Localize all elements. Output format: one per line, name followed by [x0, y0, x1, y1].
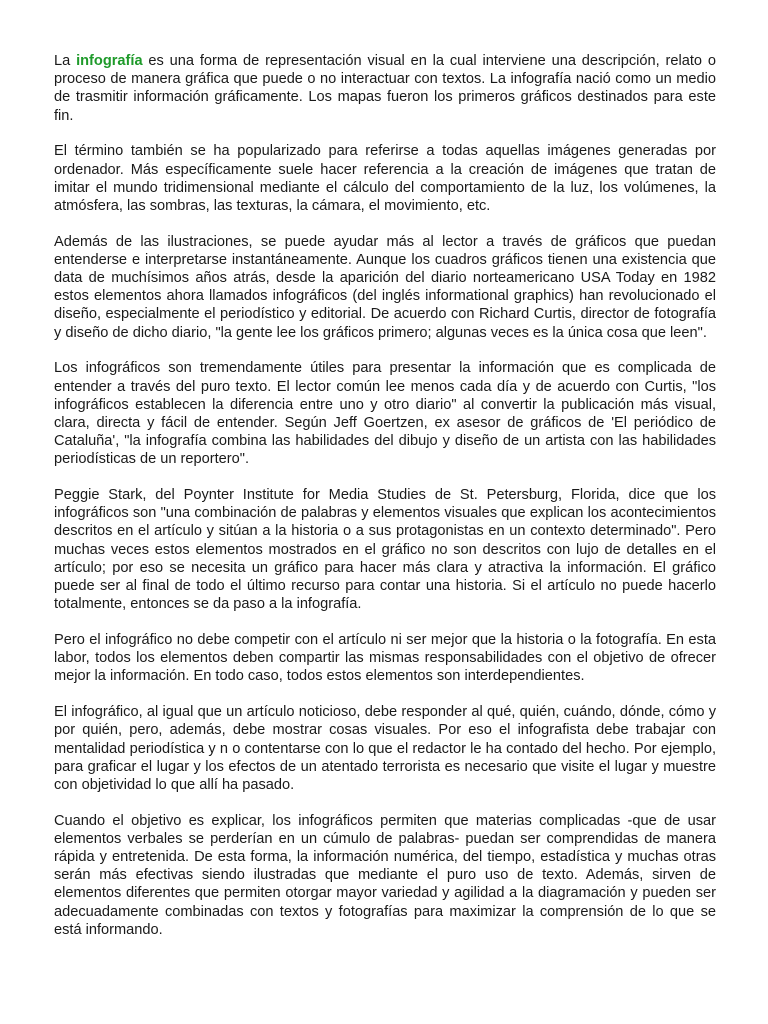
paragraph: Cuando el objetivo es explicar, los infográficos permiten que materias complicadas -que de usar elementos verbales se perderían en un cúmulo de palabras- puedan ser comprendidas de manera rápida y entretenida. De esta forma, la información numérica, del tiempo, estadística y muchas otras serán más efectivas siendo ilustradas que mediante el puro uso de texto. Además, sirven de elementos diferentes que permiten otorgar mayor variedad y agilidad a la diagramación y pueden ser adecuadamente combinadas con textos y fotografías para maximizar la comprensión de lo que se está informando. [54, 812, 716, 938]
paragraph: Pero el infográfico no debe competir con el artículo ni ser mejor que la historia o la fotografía. En esta labor, todos los elementos deben compartir las mismas responsabilidades con el objetivo de ofrecer mejor la información. En todo caso, todos estos elementos son interdependientes. [54, 631, 716, 685]
highlighted-term[interactable]: infografía [76, 53, 143, 69]
paragraph: Los infográficos son tremendamente útiles para presentar la información que es complicada de entender a través del puro texto. El lector común lee menos cada día y de acuerdo con Curtis, "los infográficos establecen la diferencia entre uno y otro diario" al convertir la publicación más visual, clara, directa y fácil de entender. Según Jeff Goertzen, ex asesor de gráficos de 'El periódico de Cataluña', "la infografía combina las habilidades del dibujo y diseño de un artista con las habilidades periodísticas de un reportero". [54, 360, 716, 468]
paragraph: El infográfico, al igual que un artículo noticioso, debe responder al qué, quién, cuándo, dónde, cómo y por quién, pero, además, debe mostrar cosas visuales. Por eso el infografista debe trabajar con mentalidad periodística y n o contentarse con lo que el redactor le ha contado del hecho. Por ejemplo, para graficar el lugar y los efectos de un atentado terrorista es necesario que visite el lugar y muestre con objetividad lo que allí ha pasado. [54, 704, 716, 793]
paragraph: Peggie Stark, del Poynter Institute for Media Studies de St. Petersburg, Florida, dice que los infográficos son "una combinación de palabras y elementos visuales que explican los acontecimientos descritos en el artículo y sitúan a la historia o a sus protagonistas en un contexto determinado". Pero muchas veces estos elementos mostrados en el gráfico no son descritos con lujo de detalles en el artículo; por eso se necesita un gráfico para hacer más clara y atractiva la información. El gráfico puede ser al final de todo el último recurso para contar una historia. Si el artículo no puede hacerlo totalmente, entonces se da paso a la infografía. [54, 487, 716, 613]
paragraph: Además de las ilustraciones, se puede ayudar más al lector a través de gráficos que puedan entenderse e interpretarse instantáneamente. Aunque los cuadros gráficos tienen una existencia que data de muchísimos años atrás, desde la aparición del diario norteamericano USA Today en 1982 estos elementos ahora llamados infográficos (del inglés informational graphics) han revolucionado el diseño, especialmente el periodístico y editorial. De acuerdo con Richard Curtis, director de fotografía y diseño de dicho diario, "la gente lee los gráficos primero; algunas veces es la única cosa que leen". [54, 233, 716, 341]
document-body [54, 52, 716, 957]
paragraph: El término también se ha popularizado para referirse a todas aquellas imágenes generadas por ordenador. Más específicamente suele hacer referencia a la creación de imágenes que tratan de imitar el mundo tridimensional mediante el cálculo del comportamiento de la luz, los volúmenes, la atmósfera, las sombras, las texturas, la cámara, el movimiento, etc. [54, 143, 716, 214]
intro-lead: La [54, 53, 77, 69]
intro-paragraph [54, 52, 716, 125]
intro-rest: es una forma de representación visual en la cual interviene una descripción, relato o proceso de manera gráfica que puede o no interactuar con textos. La infografía nació como un medio de trasmitir información gráficamente. Los mapas fueron los primeros gráficos destinados para este fin. [54, 53, 716, 124]
